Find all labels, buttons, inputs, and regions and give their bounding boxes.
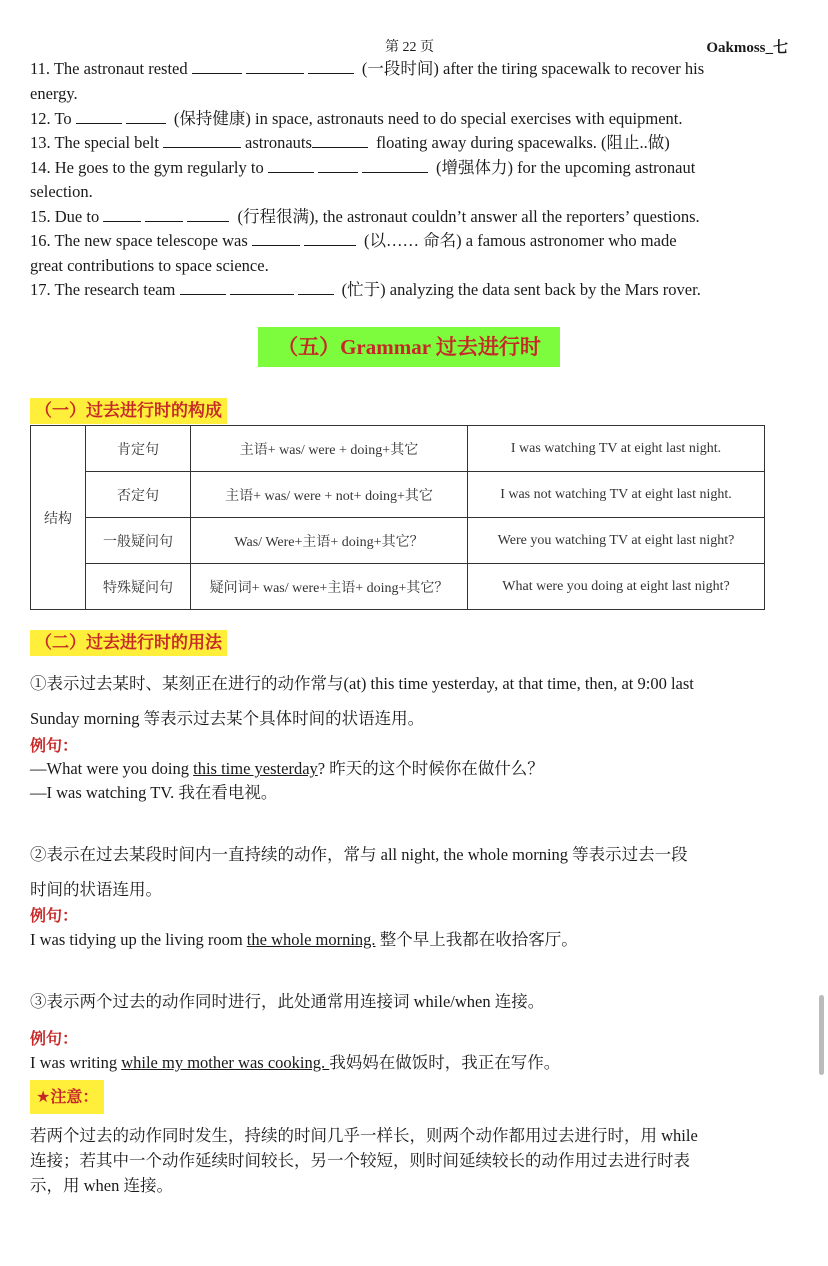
exercise-11: 11. The astronaut rested (一段时间) after the tiring spacewalk to recover his [30,59,705,78]
usage2-line1: ②表示在过去某段时间内一直持续的动作，常与 all night, the whole morning 等表示过去一段 [30,845,688,864]
page-number: 第 22 页 [385,40,434,55]
sentence-type: 一般疑问句 [86,518,191,564]
exercise-12: 12. To (保持健康) in space, astronauts need to do special exercises with equipment. [30,109,683,128]
usage2-example: I was tidying up the living room the whole morning. 整个早上我都在收拾客厅。 [30,930,578,949]
usage1-example2: —I was watching TV. 我在看电视。 [30,783,278,802]
sentence-type: 特殊疑问句 [86,564,191,610]
section-title: （五）Grammar 过去进行时 [258,327,560,367]
exercise-13: 13. The special belt astronauts floating away during spacewalks. (阻止..做) [30,133,670,152]
sentence-example: I was not watching TV at eight last night. [468,472,765,518]
subtitle-usage: （二）过去进行时的用法 [30,630,227,656]
note-line3: 示，用 when 连接。 [30,1176,173,1195]
table-row [31,564,765,610]
subtitle-structure: （一）过去进行时的构成 [30,398,227,424]
sentence-form: 疑问词+ was/ were+主语+ doing+其它？ [191,564,468,610]
exercise-15: 15. Due to (行程很满), the astronaut couldn’t answer all the reporters’ questions. [30,207,700,226]
brand-label: Oakmoss_七 [706,40,788,56]
exercise-14-cont: selection. [30,182,93,201]
usage1-example-label: 例句： [30,736,79,755]
sentence-type: 肯定句 [86,426,191,472]
sentence-example: What were you doing at eight last night? [468,564,765,610]
scrollbar[interactable] [819,995,824,1075]
table-row [31,472,765,518]
usage2-line2: 时间的状语连用。 [30,880,162,899]
exercise-11-cont: energy. [30,84,78,103]
exercise-14: 14. He goes to the gym regularly to (增强体力) for the upcoming astronaut [30,158,696,177]
usage3-example-label: 例句： [30,1029,79,1048]
grammar-table [30,425,765,610]
table-group-label: 结构 [31,426,86,610]
sentence-type: 否定句 [86,472,191,518]
usage3-example: I was writing while my mother was cooking. 我妈妈在做饭时，我正在写作。 [30,1053,561,1072]
sentence-example: Were you watching TV at eight last night? [468,518,765,564]
note-line2: 连接；若其中一个动作延续时间较长，另一个较短，则时间延续较长的动作用过去进行时表 [30,1151,690,1170]
sentence-form: 主语+ was/ were + not+ doing+其它 [191,472,468,518]
exercise-17: 17. The research team (忙于) analyzing the data sent back by the Mars rover. [30,280,701,299]
usage3-line1: ③表示两个过去的动作同时进行，此处通常用连接词 while/when 连接。 [30,992,545,1011]
table-row [31,426,765,472]
table-row [31,518,765,564]
usage1-line1: ①表示过去某时、某刻正在进行的动作常与(at) this time yesterday, at that time, then, at 9:00 last [30,674,694,693]
usage2-example-label: 例句： [30,906,79,925]
usage1-example1: —What were you doing this time yesterday? 昨天的这个时候你在做什么？ [30,759,544,778]
note-label: ★注意： [30,1080,104,1114]
usage1-line2: Sunday morning 等表示过去某个具体时间的状语连用。 [30,709,425,728]
sentence-example: I was watching TV at eight last night. [468,426,765,472]
exercise-16: 16. The new space telescope was (以…… 命名) a famous astronomer who made [30,231,677,250]
note-line1: 若两个过去的动作同时发生，持续的时间几乎一样长，则两个动作都用过去进行时，用 while [30,1126,698,1145]
exercise-16-cont: great contributions to space science. [30,256,269,275]
sentence-form: 主语+ was/ were + doing+其它 [191,426,468,472]
sentence-form: Was/ Were+主语+ doing+其它？ [191,518,468,564]
